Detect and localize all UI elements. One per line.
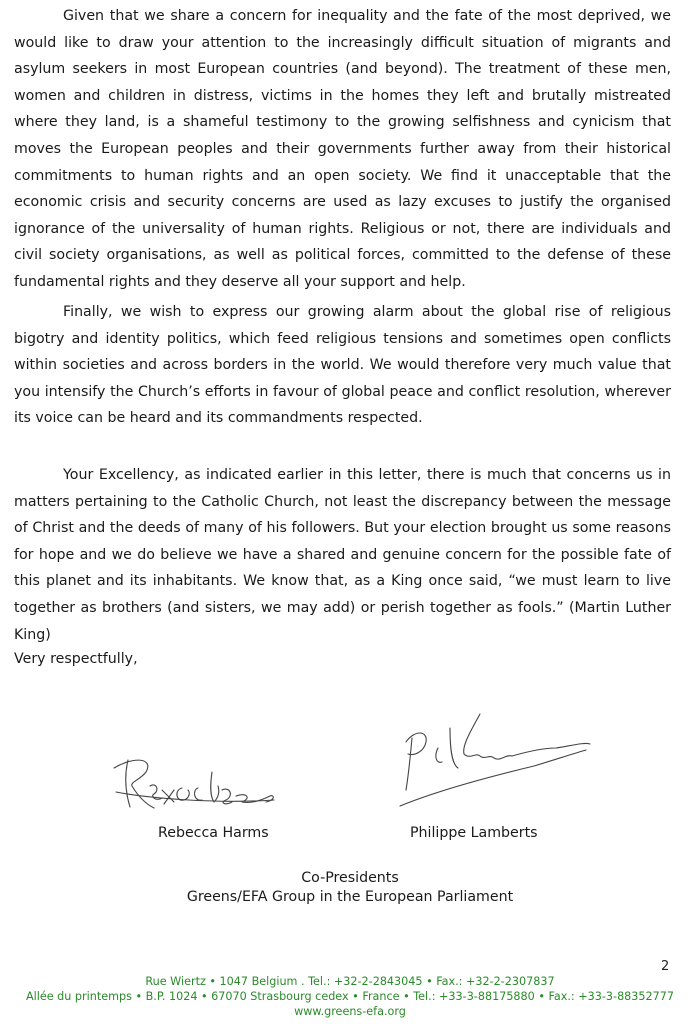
paragraph-your-excellency: Your Excellency, as indicated earlier in this letter, there is much that concerns us in matters pertaining to the Catholic Church, not least the discrepancy between the message of Christ and the deeds of many of his followers. But your election brought us some reasons for hope and we do believe we have a shared and genuine concern for the possible fate of this planet and its inhabitants. We know that, as a King once said, “we must learn to live together as brothers (and sisters, we may add) or perish together as fools.” (Martin Luther King) bbox=[14, 467, 671, 643]
signatories-organisation: Greens/EFA Group in the European Parliament bbox=[186, 889, 514, 905]
paragraph-religious-bigotry: Finally, we wish to express our growing alarm about the global rise of religious bigotry and identity politics, which feed religious tensions and sometimes open conflicts within societies and across borders in the world. We would therefore very much value that you intensify the Church’s efforts in favour of global peace and conflict resolution, wherever its voice can be heard and its commandments respected. bbox=[14, 304, 671, 427]
footer-website: www.greens-efa.org bbox=[294, 1005, 406, 1018]
page-number: 2 bbox=[661, 959, 670, 974]
signature-philippe-lamberts bbox=[394, 708, 594, 812]
letterhead-footer bbox=[0, 974, 700, 1019]
signatories-role: Co-Presidents bbox=[301, 870, 399, 886]
footer-strasbourg-address: Allée du printemps • B.P. 1024 • 67070 Strasbourg cedex • France • Tel.: +33-3-88175880 • Fax.: +33-3-88352777 bbox=[25, 990, 675, 1003]
footer-brussels-address: Rue Wiertz • 1047 Belgium . Tel.: +32-2-2843045 • Fax.: +32-2-2307837 bbox=[145, 975, 555, 988]
paragraph-migrants: Given that we share a concern for inequality and the fate of the most deprived, we would like to draw your attention to the increasingly difficult situation of migrants and asylum seekers in most European countries (and beyond). The treatment of these men, women and children in distress, victims in the homes they left and brutally mistreated where they land, is a shameful testimony to the growing selfishness and cynicism that moves the European peoples and their governments further away from their historical commitments to human rights and an open society. We find it unacceptable that the economic crisis and security concerns are used as lazy excuses to justify the organised ignorance of the universality of human rights. Religious or not, there are individuals and civil society organisations, as well as political forces, committed to the defense of these fundamental rights and they deserve all your support and help. bbox=[14, 8, 671, 290]
signatory-name-rebecca-harms: Rebecca Harms bbox=[158, 825, 269, 841]
signatories-role-block bbox=[0, 869, 700, 907]
signature-rebecca-harms bbox=[106, 752, 281, 816]
signatory-name-philippe-lamberts: Philippe Lamberts bbox=[410, 825, 538, 841]
closing-salutation: Very respectfully, bbox=[14, 651, 138, 667]
